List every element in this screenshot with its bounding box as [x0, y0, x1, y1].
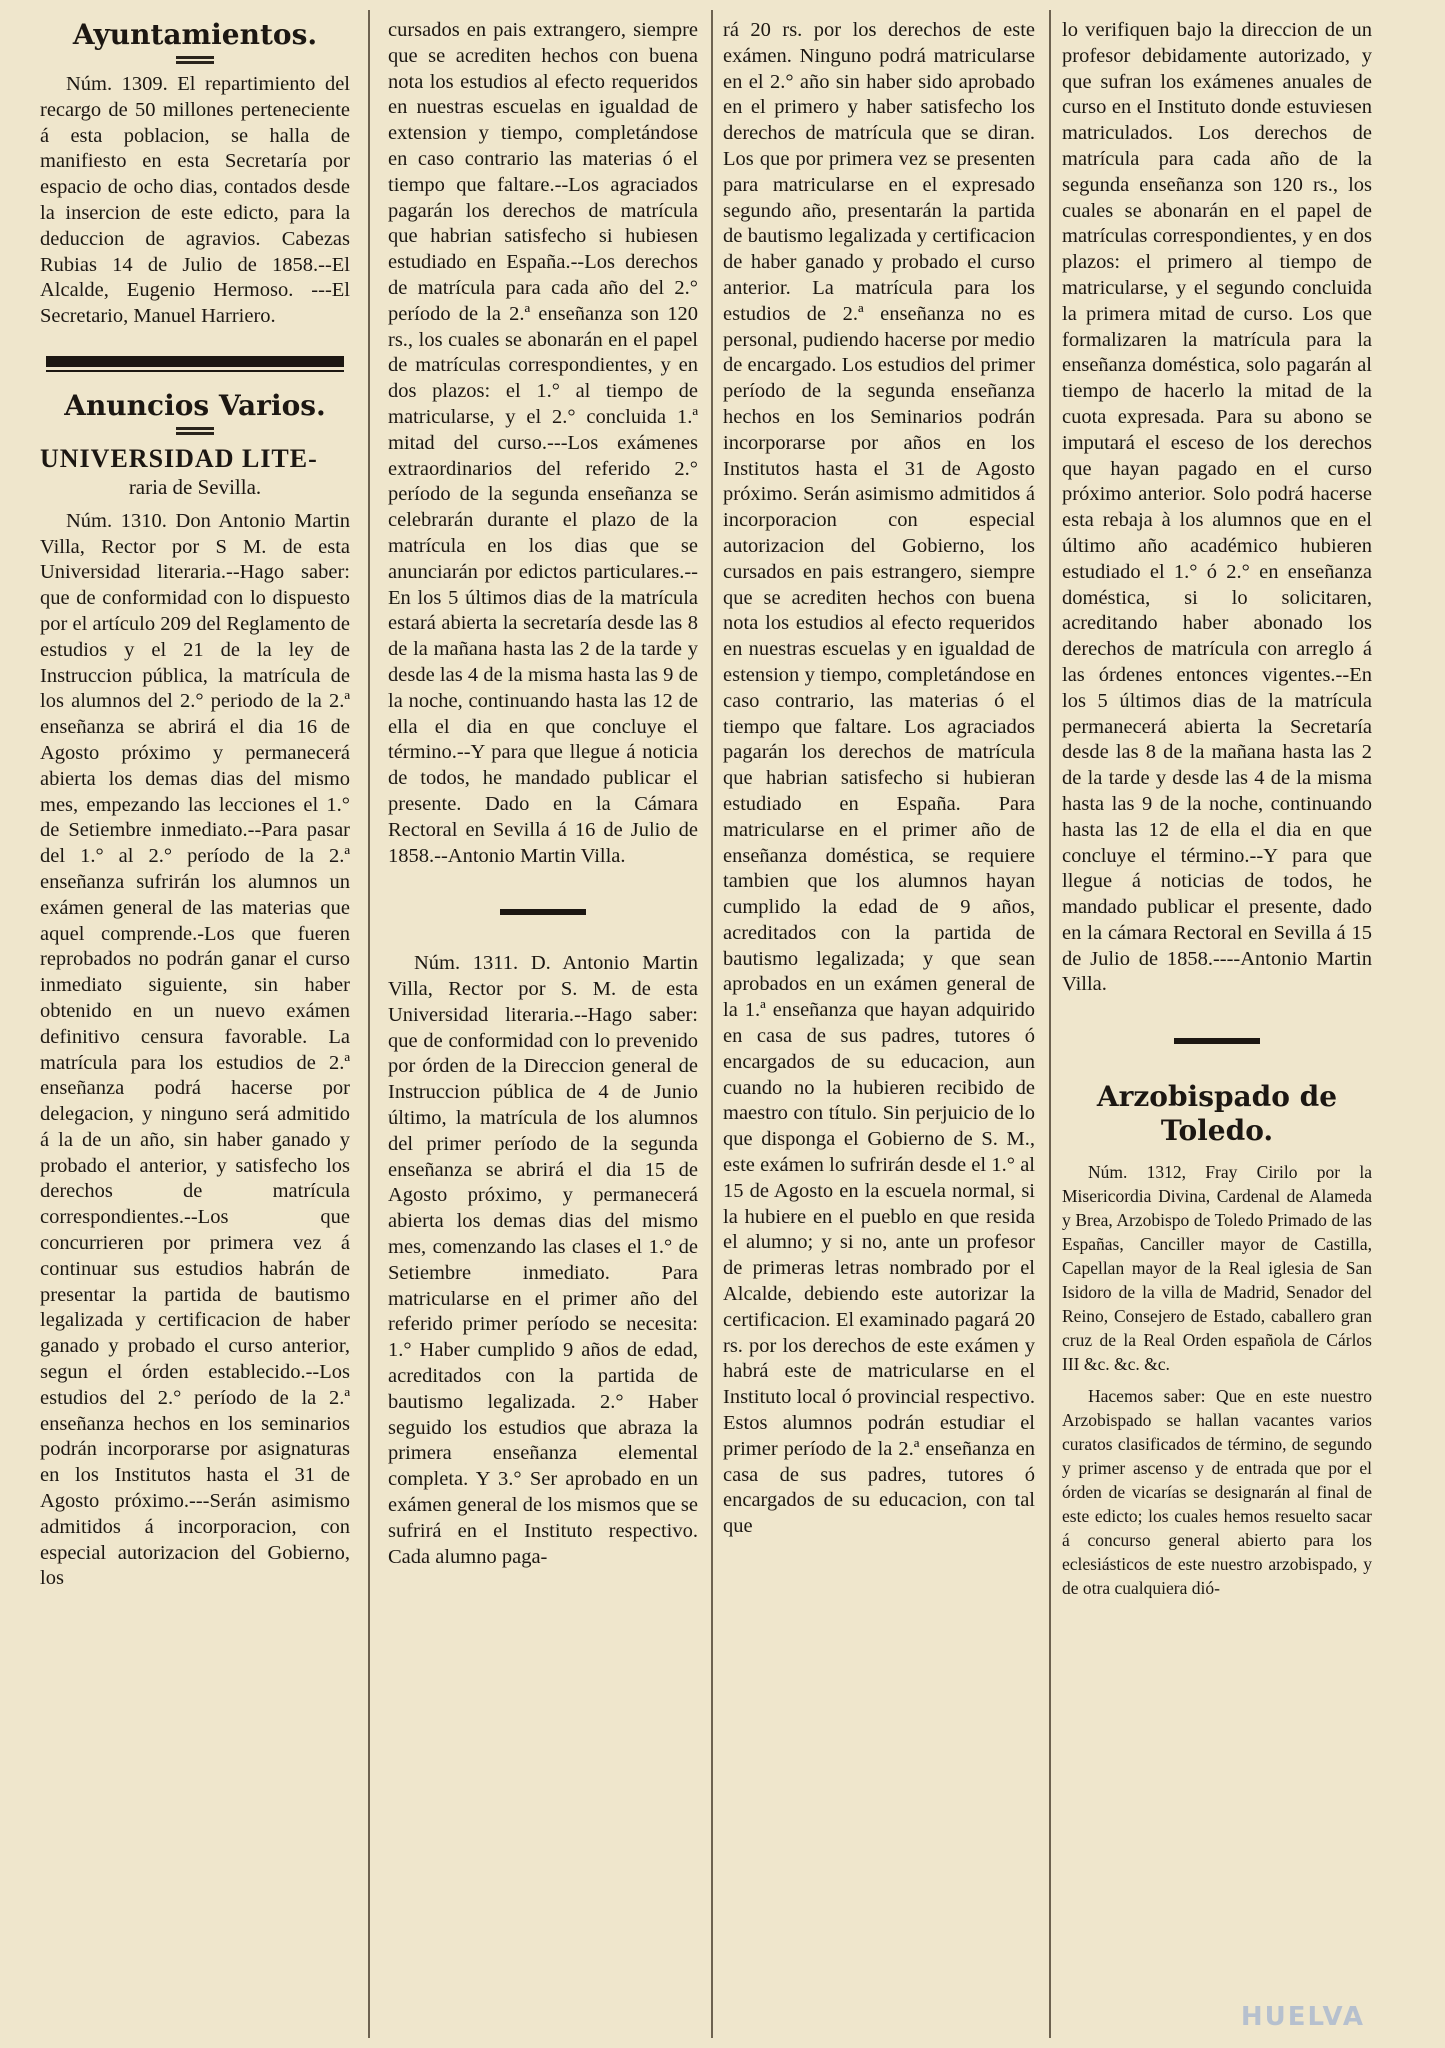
- double-dash-ornament: [176, 56, 214, 64]
- section-heading-ayuntamientos: Ayuntamientos.: [72, 18, 318, 51]
- column-3: [723, 18, 1035, 1548]
- notice-1310-part-1: Núm. 1310. Don Antonio Martin Villa, Rector por S M. de esta Universidad literaria.--Hago saber: que de conformidad con lo dispuesto por el artículo 209 del Reglamento de estudios y el 21 de la ley de Instruccion pública, la matrícula de los alumnos del 2.° periodo de la 2.ª enseñanza se abrirá el dia 16 de Agosto próximo y permanecerá abierta los demas dias del mismo mes, empezando las lecciones el 1.° de Setiembre inmediato.--Para pasar del 1.° al 2.° período de la 2.ª enseñanza sufrirán los alumnos un exámen general de las materias que aquel comprende.-Los que fueren reprobados no podrán ganar el curso inmediato siguiente, sin haber obtenido en un nuevo exámen definitivo censura favorable. La matrícula para los estudios de 2.ª enseñanza podrá hacerse por delegacion, y ninguno será admitido á la de un año, sin haber ganado y probado el anterior, y satisfecho los derechos de matrícula correspondientes.--Los que concurrieren por primera vez á continuar sus estudios habrán de presentar la partida de bautismo legalizada y certificacion de haber ganado y probado el curso anterior, segun el órden establecido.--Los estudios del 2.° período de la 2.ª enseñanza hechos en los seminarios podrán incorporarse por asignaturas en los Institutos hasta el 31 de Agosto próximo.---Serán asimismo admitidos á incorporacion, con especial autorizacion del Gobierno, los: [40, 509, 350, 1590]
- double-dash-ornament: [176, 427, 214, 435]
- notice-1312-intro: Núm. 1312, Fray Cirilo por la Misericordia Divina, Cardenal de Alameda y Brea, Arzobispo de Toledo Primado de las Españas, Canciller mayor de Castilla, Capellan mayor de la Real iglesia de San Isidoro de la villa de Madrid, Senador del Reino, Consejero de Estado, caballero gran cruz de la Real Orden española de Cárlos III &c. &c. &c.: [1062, 1162, 1372, 1375]
- column-rule: [711, 10, 713, 2038]
- notice-1311-part-1: Núm. 1311. D. Antonio Martin Villa, Rector por S. M. de esta Universidad literaria.--Hago saber: que de conformidad con lo prevenido por órden de la Direccion general de Instruccion pública de 4 de Junio último, la matrícula de los alumnos del primer período de la segunda enseñanza se abrirá el dia 15 de Agosto próximo, y permanecerá abierta los demas dias del mismo mes, comenzando las clases el 1.° de Setiembre inmediato. Para matricularse en el primer año del referido primer período se necesita: 1.° Haber cumplido 9 años de edad, acreditados con la partida de bautismo legalizada. 2.° Haber seguido los estudios que abraza la primera enseñanza elemental completa. Y 3.° Ser aprobado en un exámen general de los mismos que se sufrirá en el Instituto respectivo. Cada alumno paga-: [388, 952, 698, 1568]
- section-heading-anuncios: Anuncios Varios.: [64, 388, 326, 422]
- section-divider: [46, 356, 344, 367]
- column-1: [40, 18, 350, 1600]
- watermark: HUELVA: [1240, 2002, 1365, 2032]
- notice-1311-part-2: rá 20 rs. por los derechos de este exámen. Ninguno podrá matricularse en el 2.° año sin haber sido aprobado en el primero y haber satisfecho los derechos de matrícula que se diran. Los que por primera vez se presenten para matricularse en el expresado segundo año, presentarán la partida de bautismo legalizada y certificacion de haber ganado y probado el curso anterior. La matrícula para los estudios de 2.ª enseñanza no es personal, pudiendo hacerse por medio de encargado. Los estudios del primer período de la segunda enseñanza hechos en los Seminarios podrán incorporarse por años en los Institutos hasta el 31 de Agosto próximo. Serán asimismo admitidos á incorporacion con especial autorizacion del Gobierno, los cursados en pais estrangero, siempre que se acrediten hechos con buena nota los estudios al efecto requeridos en nuestras escuelas y en igualdad de estension y tiempo, completándose en caso contrario, las materias ó el tiempo que faltare. Los agraciados pagarán los derechos de matrícula que habrian satisfecho si hubieran estudiado en España. Para matricularse en el primer año de enseñanza doméstica, se requiere tambien que los alumnos hayan cumplido la edad de 9 años, acreditados con la partida de bautismo legalizada; y que sean aprobados en un exámen general de la 1.ª enseñanza que hayan adquirido en casa de sus padres, tutores ó encargados de su educacion, aun cuando no la hubieren recibido de maestro con título. Sin perjuicio de lo que disponga el Gobierno de S. M., este exámen lo sufrirán desde el 1.° al 15 de Agosto en la escuela normal, si la hubiere en el pueblo en que resida el alumno; y si no, ante un profesor de primeras letras nombrado por el Alcalde, debiendo este autorizar la certificacion. El examinado pagará 20 rs. por los derechos de este exámen y habrá este de matricularse en el Instituto local ó provincial respectivo. Estos alumnos podrán estudiar el primer período de la 2.ª enseñanza en casa de sus padres, tutores ó encargados de su educacion, con tal que: [723, 19, 1035, 1538]
- universidad-title: UNIVERSIDAD LITE-: [40, 443, 318, 473]
- universidad-subtitle: raria de Sevilla.: [128, 474, 262, 499]
- notice-1311-part-3: lo verifiquen bajo la direccion de un profesor debidamente autorizado, y que sufran los exámenes anuales de curso en el Instituto donde estuviesen matriculados. Los derechos de matrícula para cada año de la segunda enseñanza son 120 rs., los cuales se abonarán en el papel de matrículas correspondientes, y en dos plazos: el primero al tiempo de matricularse, y el segundo concluida la primera mitad de curso. Los que formalizaren la matrícula para la enseñanza doméstica, solo pagarán al tiempo de hacerlo la mitad de la cuota expresada. Para su abono se imputará el esceso de los derechos que hayan pagado en el curso próximo anterior. Solo podrá hacerse esta rebaja à los alumnos que en el último año académico hubieren estudiado el 1.° ó 2.° en enseñanza doméstica, si lo solicitaren, acreditando haber abonado los derechos de matrícula con arreglo á las órdenes entonces vigentes.--En los 5 últimos dias de la matrícula permanecerá abierta la Secretaría desde las 8 de la mañana hasta las 2 de la tarde y desde las 4 de la misma hasta las 9 de la noche, continuando hasta las 12 de ella el dia en que concluye el término.--Y para que llegue á noticias de todos, he mandado publicar el presente, dado en la cámara Rectoral en Sevilla á 15 de Julio de 1858.----Antonio Martin Villa.: [1062, 19, 1372, 996]
- notice-1310-part-2: cursados en pais extrangero, siempre que se acrediten hechos con buena nota los estudios al efecto requeridos en nuestras escuelas en igualdad de extension y tiempo, completándose en caso contrario las materias ó el tiempo que faltare.--Los agraciados pagarán los derechos de matrícula que habrian satisfecho si hubiesen estudiado en España.--Los derechos de matrícula para cada año del 2.° período de la 2.ª enseñanza son 120 rs., los cuales se abonarán en el papel de matrículas correspondientes, y en dos plazos: el 1.° al tiempo de matricularse, y el 2.° concluida 1.ª mitad del curso.---Los exámenes extraordinarios del referido 2.° período de la segunda enseñanza se celebrarán durante el plazo de la matrícula en los dias que se anunciarán por edictos particulares.--En los 5 últimos dias de la matrícula estará abierta la secretaría desde las 8 de la mañana hasta las 2 de la tarde y desde las 4 de la misma hasta las 9 de la noche, continuando hasta las 12 de ella el dia en que concluye el término.--Y para que llegue á noticia de todos, he mandado publicar el presente. Dado en la Cámara Rectoral en Sevilla á 16 de Julio de 1858.--Antonio Martin Villa.: [388, 19, 698, 867]
- notice-1312-text: Hacemos saber: Que en este nuestro Arzobispado se hallan vacantes varios curatos clasificados de término, de segundo y primer ascenso y de entrada que por el órden de vicarías se designarán al final de este edicto; los cuales hemos resuelto sacar á concurso general abierto para los eclesiásticos de este nuestro arzobispado, y de otra cualquiera dió-: [1062, 1386, 1372, 1599]
- column-4: [1062, 18, 1372, 1608]
- column-rule: [1049, 10, 1051, 2038]
- section-divider: [1174, 1038, 1260, 1044]
- column-2: [388, 18, 698, 1578]
- notice-1309: Núm. 1309. El repartimiento del recargo de 50 millones perteneciente á esta poblacion, se halla de manifiesto en esta Secretaría por espacio de ocho dias, contados desde la insercion de este edicto, para la deduccion de agravios. Cabezas Rubias 14 de Julio de 1858.--El Alcalde, Eugenio Hermoso. ---El Secretario, Manuel Harriero.: [40, 73, 350, 328]
- section-heading-arzobispado: Arzobispado de Toledo.: [1096, 1080, 1338, 1148]
- column-rule: [368, 10, 370, 2038]
- notice-divider: [500, 909, 586, 915]
